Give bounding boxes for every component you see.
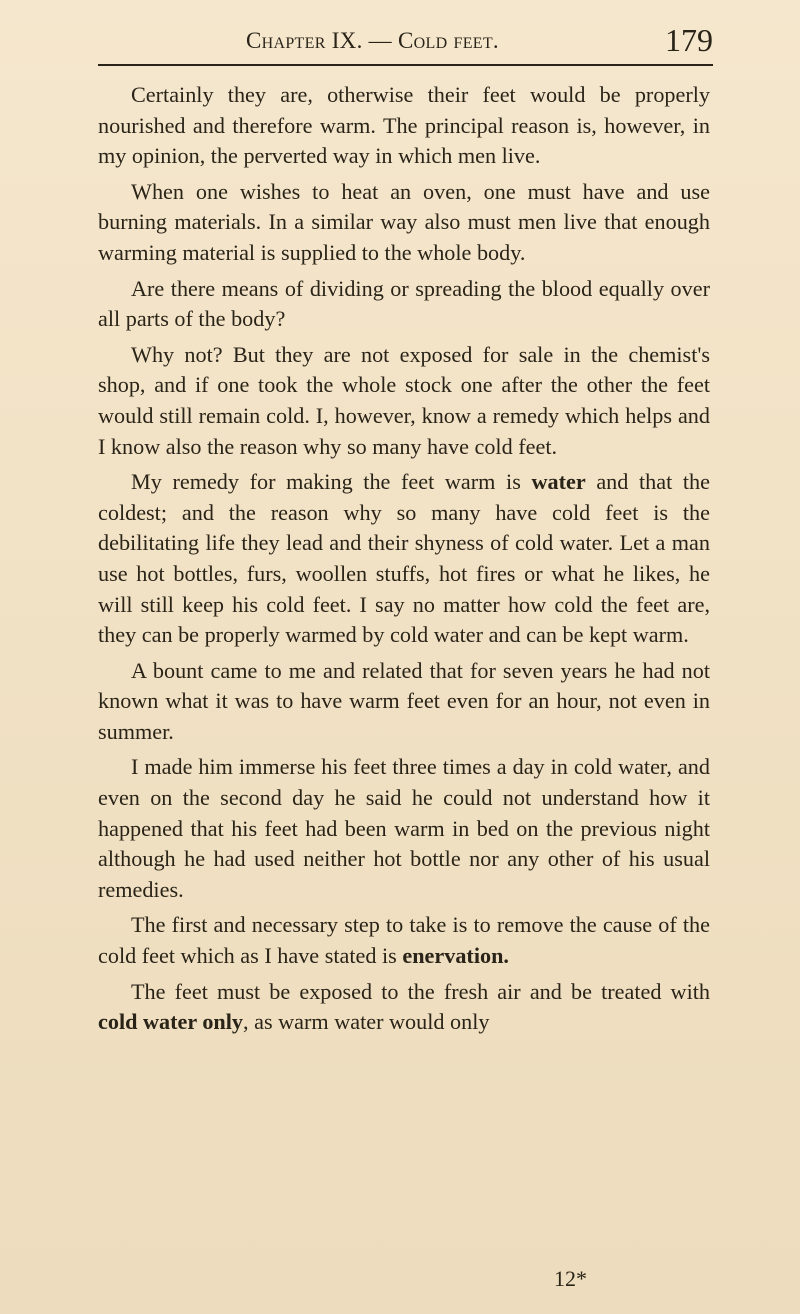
paragraph: A bount came to me and related that for seven years he had not known what it was to have warm feet even for an hour, not even in summer. — [98, 657, 710, 744]
paragraph: Are there means of dividing or spreading the blood equally over all parts of the body? — [98, 275, 710, 332]
page-number: 179 — [665, 22, 713, 58]
paragraph-text: The first and necessary step to take is to remove the cause of the cold feet which as I have stated is — [98, 912, 710, 969]
paragraph-text: The feet must be exposed to the fresh air and be treated with — [131, 978, 710, 1004]
paragraph-text: and that the coldest; and the reason why so many have cold feet is the debilitating life they lead and their shyness of cold water. Let a man use hot bottles, furs, woollen stuffs, hot fires or what he likes, he will still keep his cold feet. I say no matter how cold the feet are, they can be properly warmed by cold water and can be kept warm. — [98, 469, 710, 648]
paragraph-text: , as warm water would only — [243, 1009, 490, 1035]
paragraph — [98, 910, 710, 971]
bold-text: water — [531, 469, 586, 495]
paragraph: Why not? But they are not exposed for sale in the chemist's shop, and if one took the whole stock one after the other the feet would still remain cold. I, however, know a remedy which helps and I know also the reason why so many have cold feet. — [98, 341, 710, 459]
bold-text: cold water only — [98, 1009, 244, 1035]
signature-mark: 12* — [554, 1266, 587, 1291]
paragraph: Certainly they are, otherwise their feet would be properly nourished and therefore warm. The principal reason is, however, in my opinion, the perverted way in which men live. — [98, 82, 710, 169]
body-text — [98, 80, 710, 1043]
paragraph-text: My remedy for making the feet warm is — [131, 469, 532, 495]
bold-text: enervation. — [402, 943, 509, 969]
running-head — [98, 20, 713, 66]
header-rule — [98, 64, 713, 66]
paragraph: I made him immerse his feet three times a day in cold water, and even on the second day he said he could not understand how it happened that his feet had been warm in bed on the previous night although he had used neither hot bottle nor any other of his usual remedies. — [98, 754, 710, 902]
chapter-title: Chapter IX. — Cold feet. — [246, 28, 499, 53]
paragraph — [98, 977, 710, 1038]
paragraph: When one wishes to heat an oven, one must have and use burning materials. In a similar way also must men live that enough warming material is supplied to the whole body. — [98, 178, 710, 265]
paragraph — [98, 467, 710, 651]
